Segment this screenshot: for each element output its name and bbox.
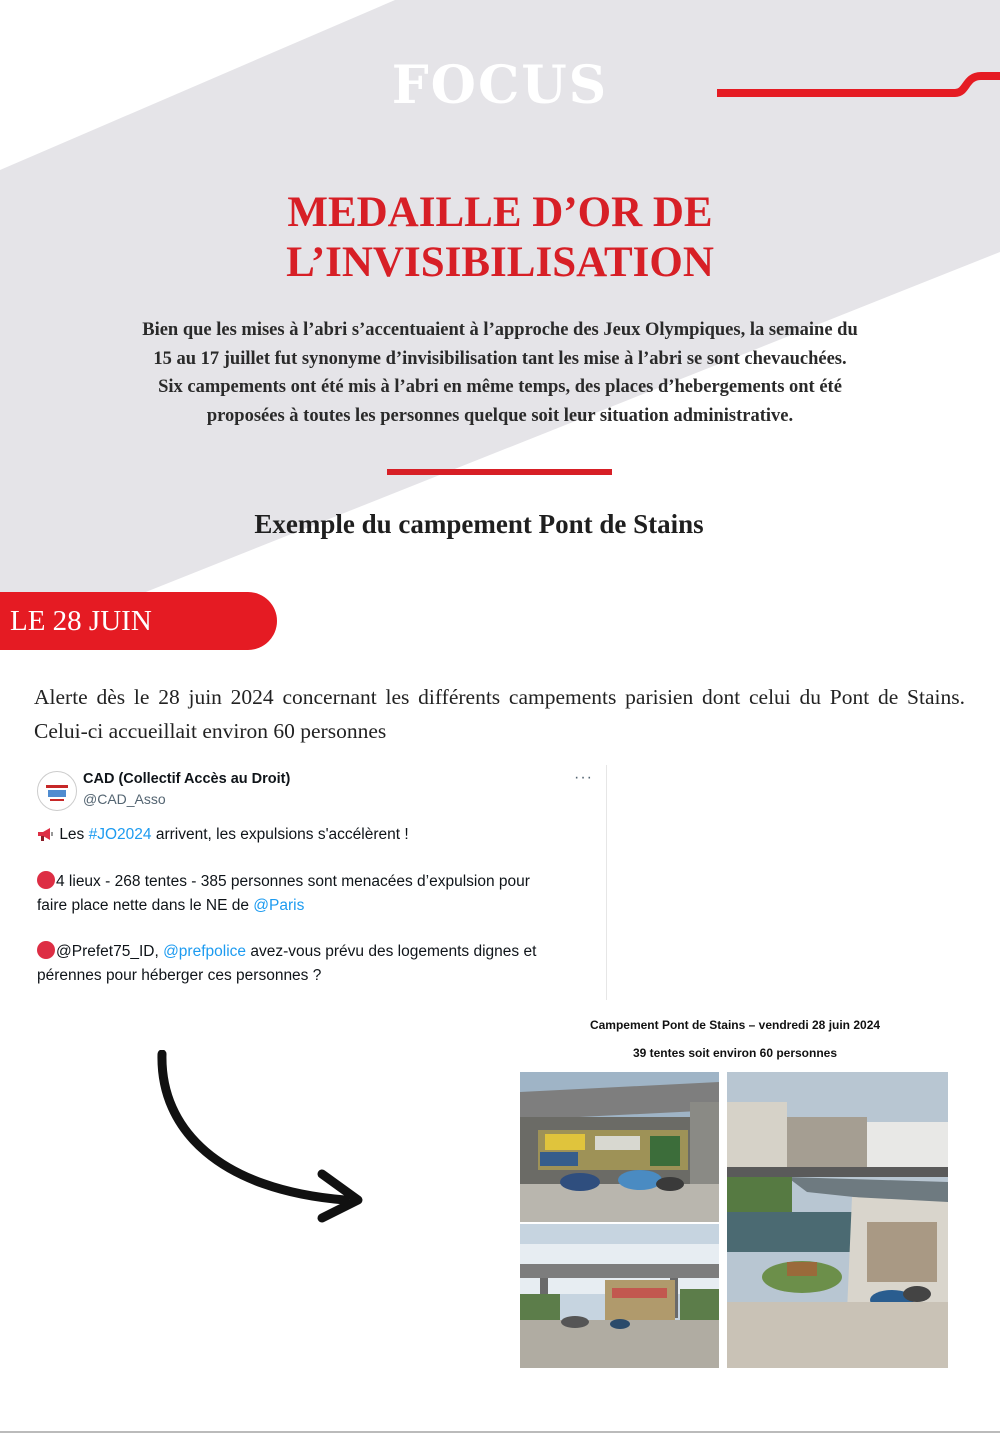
tweet-line: faire place nette dans le NE de @Paris — [37, 897, 305, 914]
section-divider — [387, 469, 612, 475]
mention-link[interactable]: @Paris — [253, 897, 305, 914]
red-circle-icon — [37, 871, 55, 889]
tweet-card — [34, 765, 607, 1000]
date-banner: LE 28 JUIN — [0, 592, 277, 650]
title-line-1: MEDAILLE D’OR DE — [287, 189, 713, 236]
red-circle-icon — [37, 941, 55, 959]
alert-paragraph: Alerte dès le 28 juin 2024 concernant les différents campements parisien dont celui du Pont de Stains. Celui-ci accueillait environ 60 personnes — [34, 685, 965, 743]
campement-photo — [520, 1224, 719, 1368]
tweet-line: pérennes pour héberger ces personnes ? — [37, 967, 322, 984]
tweet-line: 4 lieux - 268 tentes - 385 personnes sont menacées d’expulsion pour — [37, 870, 602, 894]
avatar — [37, 771, 77, 811]
title-line-2: L’INVISIBILISATION — [286, 239, 714, 286]
focus-heading: FOCUS — [391, 55, 609, 116]
page-title — [0, 188, 1000, 288]
mention-link[interactable]: @prefpolice — [163, 943, 247, 960]
tweet-line: Les #JO2024 arrivent, les expulsions s'accélèrent ! — [37, 823, 602, 847]
intro-line: proposées à toutes les personnes quelque soit leur situation administrative. — [206, 405, 794, 426]
tweet-handle: @CAD_Asso — [83, 791, 166, 807]
tweet-author-name: CAD (Collectif Accès au Droit) — [83, 771, 291, 787]
megaphone-icon — [37, 826, 59, 843]
section-subtitle: Exemple du campement Pont de Stains — [254, 509, 704, 539]
more-options-icon[interactable]: ··· — [574, 769, 593, 786]
intro-paragraph — [70, 316, 930, 430]
campement-photo — [727, 1072, 948, 1368]
campement-photo — [520, 1072, 719, 1222]
photo-panel-subtitle: 39 tentes soit environ 60 personnes — [632, 1046, 838, 1060]
curved-arrow-icon — [150, 1050, 375, 1225]
hashtag-link[interactable]: #JO2024 — [88, 826, 152, 843]
photo-panel — [515, 1010, 955, 1375]
decorative-red-rule — [715, 70, 1000, 110]
intro-line: Bien que les mises à l’abri s’accentuaient à l’approche des Jeux Olympiques, la semaine du — [142, 320, 858, 340]
photo-panel-title: Campement Pont de Stains – vendredi 28 juin 2024 — [589, 1018, 881, 1032]
page-bottom-rule — [0, 1431, 1000, 1433]
tweet-line: @Prefet75_ID, @prefpolice avez-vous prévu des logements dignes et — [37, 940, 602, 964]
intro-line: Six campements ont été mis à l’abri en même temps, des places d’hebergements ont été — [158, 377, 842, 397]
intro-line: 15 au 17 juillet fut synonyme d’invisibilisation tant les mise à l’abri se sont chevauchées. — [153, 348, 847, 369]
